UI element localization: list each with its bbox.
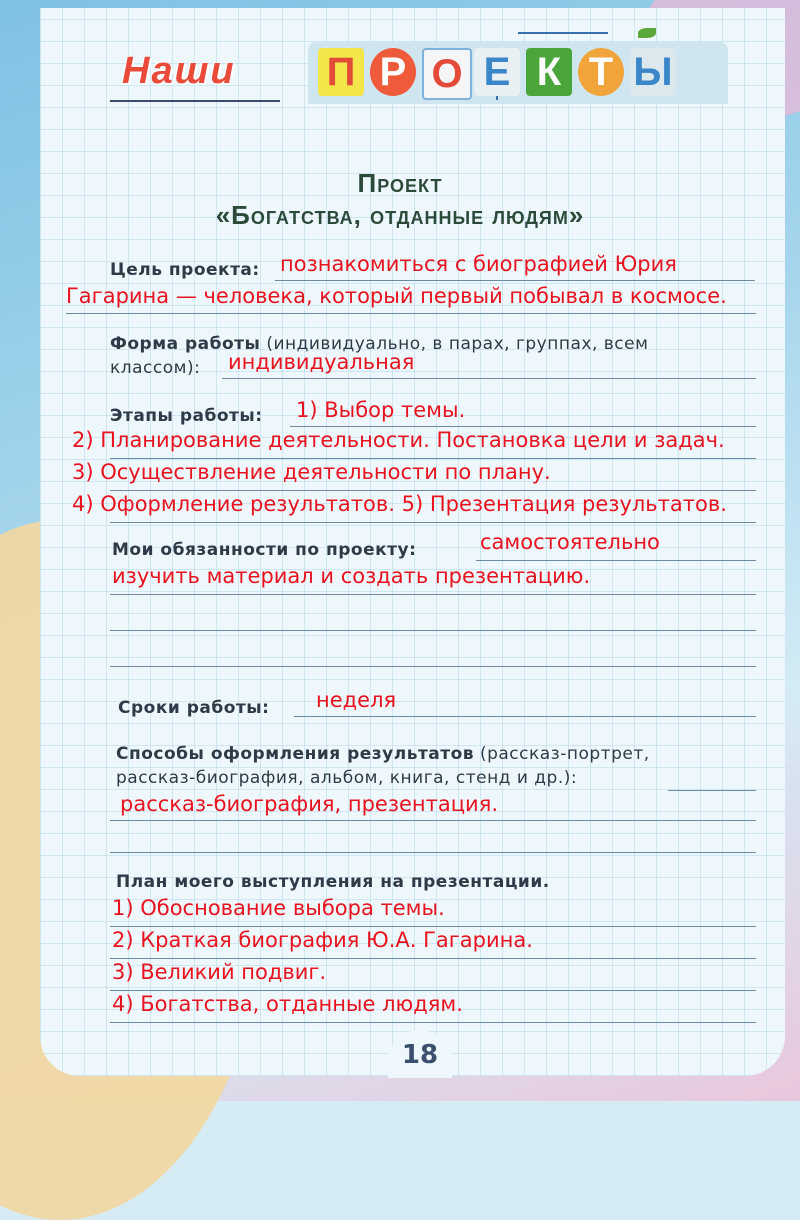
terms-answer: неделя [316, 688, 397, 712]
answer-line [110, 666, 756, 667]
header-word-nashi: Наши [122, 50, 236, 92]
answer-line [294, 716, 756, 717]
answer-line [66, 313, 756, 314]
header-tile: Т [578, 48, 624, 96]
stages-line4: 4) Оформление результатов. 5) Презентация результатов. [72, 492, 727, 516]
form-label-line2: классом): [110, 358, 201, 378]
form-answer: индивидуальная [228, 350, 415, 374]
answer-line [476, 560, 756, 561]
header-tile: Р [370, 48, 416, 96]
header-tile: К [526, 48, 572, 96]
ruler-mark-top-icon [518, 32, 608, 34]
answer-line [110, 490, 756, 491]
stages-line1: 1) Выбор темы. [296, 398, 466, 422]
answer-line [110, 1022, 756, 1023]
project-title-line1: Проект [357, 168, 443, 198]
header-tile: П [318, 48, 364, 96]
terms-label: Сроки работы: [118, 698, 270, 718]
answer-line [110, 990, 756, 991]
duties-answer-line1: самостоятельно [480, 530, 660, 554]
duties-label: Мои обязанности по проекту: [112, 540, 417, 560]
answer-line [110, 852, 756, 853]
stages-label: Этапы работы: [110, 406, 263, 426]
results-label-line2: рассказ-биография, альбом, книга, стенд и др.): [116, 768, 578, 788]
plan-item: 3) Великий подвиг. [112, 960, 327, 984]
answer-line [110, 958, 756, 959]
answer-line [110, 630, 756, 631]
header-tiles-box [308, 42, 728, 104]
plan-item: 4) Богатства, отданные людям. [112, 992, 463, 1016]
answer-line [275, 280, 755, 281]
stages-line2: 2) Планирование деятельности. Постановка цели и задач. [72, 428, 725, 452]
results-answer: рассказ-биография, презентация. [120, 792, 498, 816]
duties-answer-line2: изучить материал и создать презентацию. [112, 564, 591, 588]
header-underline [110, 100, 280, 102]
goal-answer-line2: Гагарина — человека, который первый побывал в космосе. [66, 284, 727, 308]
answer-line [290, 426, 756, 427]
header-tile: Ы [630, 48, 676, 96]
section-header [100, 42, 730, 104]
answer-line [110, 820, 756, 821]
goal-answer-line1: познакомиться с биографией Юрия [280, 252, 677, 276]
page-number: 18 [388, 1030, 452, 1078]
answer-line [668, 790, 756, 791]
plan-item: 2) Краткая биография Ю.А. Гагарина. [112, 928, 533, 952]
results-label: Способы оформления результатов (рассказ-портрет, [116, 744, 650, 764]
apple-leaf-icon [638, 28, 656, 38]
form-label: Форма работы (индивидуально, в парах, группах, всем [110, 334, 649, 354]
plan-label: План моего выступления на презентации. [116, 872, 550, 892]
answer-line [110, 522, 756, 523]
header-tile: О [422, 48, 472, 100]
goal-label: Цель проекта: [110, 260, 260, 280]
answer-line [110, 458, 756, 459]
project-title-line2: «Богатства, отданные людям» [215, 200, 585, 230]
answer-line [222, 378, 756, 379]
plan-item: 1) Обоснование выбора темы. [112, 896, 445, 920]
stages-line3: 3) Осуществление деятельности по плану. [72, 460, 551, 484]
answer-line [110, 926, 756, 927]
answer-line [110, 594, 756, 595]
header-tile: Е [474, 48, 520, 96]
